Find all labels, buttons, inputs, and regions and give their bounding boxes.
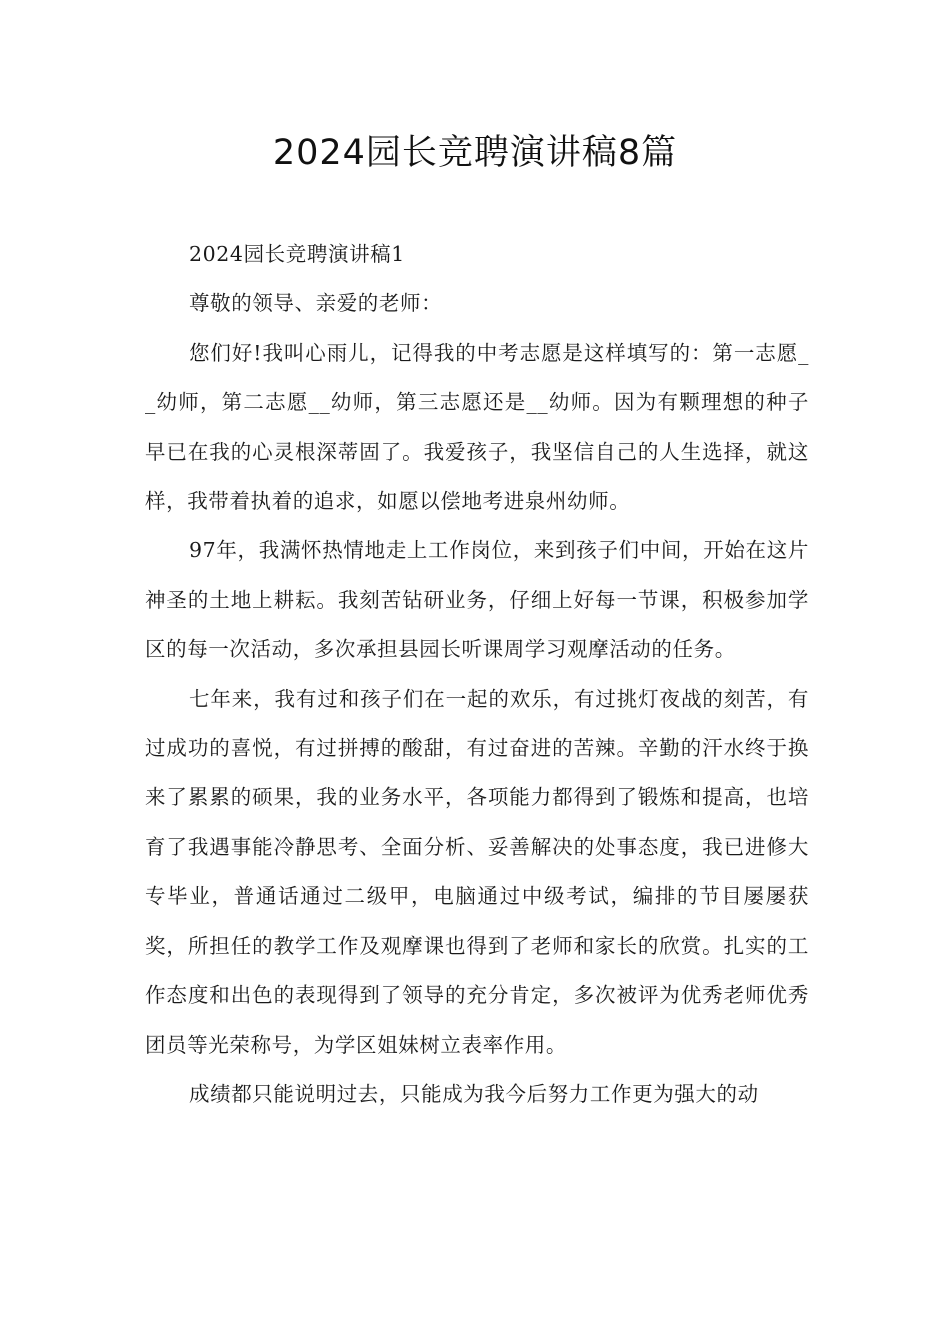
body-paragraph: 您们好!我叫心雨儿，记得我的中考志愿是这样填写的：第一志愿__幼师，第二志愿__幼师，第三志愿还是__幼师。因为有颗理想的种子早已在我的心灵根深蒂固了。我爱孩子，我坚信自己的人生选择，就这样，我带着执着的追求，如愿以偿地考进泉州幼师。	[145, 340, 809, 514]
document-title: 2024园长竞聘演讲稿8篇	[272, 133, 678, 173]
salutation: 尊敬的领导、亲爱的老师：	[189, 291, 443, 316]
body-paragraph: 成绩都只能说明过去，只能成为我今后努力工作更为强大的动	[189, 1081, 759, 1106]
section-heading: 2024园长竞聘演讲稿1	[189, 242, 405, 266]
body-paragraph: 七年来，我有过和孩子们在一起的欢乐，有过挑灯夜战的刻苦，有过成功的喜悦，有过拼搏的酸甜，有过奋进的苦辣。辛勤的汗水终于换来了累累的硕果，我的业务水平，各项能力都得到了锻炼和提高，也培育了我遇事能冷静思考、全面分析、妥善解决的处事态度，我已进修大专毕业，普通话通过二级甲，电脑通过中级考试，编排的节目屡屡获奖，所担任的教学工作及观摩课也得到了老师和家长的欣赏。扎实的工作态度和出色的表现得到了领导的充分肯定，多次被评为优秀老师优秀团员等光荣称号，为学区姐妹树立表率作用。	[145, 686, 809, 1057]
document-body	[145, 230, 809, 1119]
body-paragraph: 97年，我满怀热情地走上工作岗位，来到孩子们中间，开始在这片神圣的土地上耕耘。我刻苦钻研业务，仔细上好每一节课，积极参加学区的每一次活动，多次承担县园长听课周学习观摩活动的任务。	[145, 538, 809, 662]
